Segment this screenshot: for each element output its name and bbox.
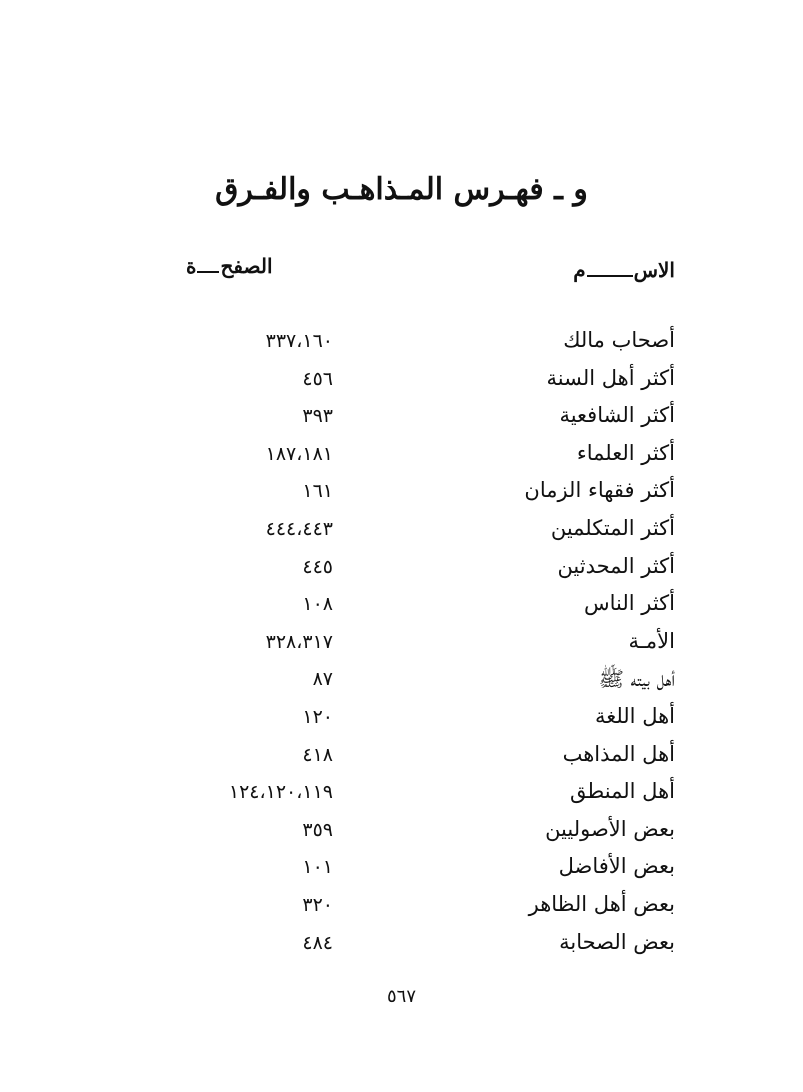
index-entry xyxy=(0,817,803,855)
index-entry xyxy=(0,516,803,554)
entry-name: أصحاب مالك xyxy=(563,328,675,352)
index-entry xyxy=(0,629,803,667)
entry-pages: ٤١٨ xyxy=(302,743,333,766)
column-header-page-start: الصفح xyxy=(220,254,273,278)
entry-name: أهل اللغة xyxy=(594,703,675,728)
index-entry xyxy=(0,591,803,629)
entry-name: أهل بيته ﷺ xyxy=(598,667,675,692)
index-entry xyxy=(0,441,803,479)
entry-name: أكثر المتكلمين xyxy=(550,515,675,540)
entry-pages: ٤٤٤،٤٤٣ xyxy=(265,517,333,540)
entry-name: بعض الصحابة xyxy=(559,929,675,954)
column-header-page xyxy=(186,254,273,278)
index-entry xyxy=(0,478,803,516)
kashida-stretch xyxy=(197,271,219,273)
entry-pages: ١٠٨ xyxy=(302,593,333,616)
column-header-name-end: م xyxy=(573,258,586,282)
entry-pages: ٣٩٣ xyxy=(302,405,333,428)
entry-name: بعض الأفاضل xyxy=(558,854,675,879)
entry-name: أكثر الناس xyxy=(583,591,675,616)
index-entry xyxy=(0,854,803,892)
entry-name: بعض أهل الظاهر xyxy=(528,891,675,916)
index-entry xyxy=(0,704,803,742)
entry-name: أكثر فقهاء الزمان xyxy=(524,478,675,503)
entry-name: أكثر العلماء xyxy=(576,440,675,465)
entry-pages: ٣٢٠ xyxy=(302,893,333,916)
entry-pages: ١٠١ xyxy=(302,856,333,879)
entry-pages: ٤٥٦ xyxy=(302,367,333,390)
index-entry xyxy=(0,930,803,968)
index-entries xyxy=(0,328,803,967)
page-title: و ـ فهـرس المـذاهـب والفـرق xyxy=(215,172,588,207)
entry-pages: ٨٧ xyxy=(312,668,333,691)
entry-name: الأمـة xyxy=(628,628,675,653)
entry-pages: ١٢٠ xyxy=(302,705,333,728)
column-header-name xyxy=(573,258,675,282)
index-entry xyxy=(0,403,803,441)
index-entry xyxy=(0,742,803,780)
index-entry xyxy=(0,366,803,404)
entry-name: أكثر الشافعية xyxy=(559,403,675,428)
index-entry xyxy=(0,554,803,592)
entry-pages: ١٢٤،١٢٠،١١٩ xyxy=(228,781,333,804)
entry-pages: ١٦١ xyxy=(302,480,333,503)
entry-pages: ٣٥٩ xyxy=(302,818,333,841)
entry-name: أهل المذاهب xyxy=(562,741,675,766)
entry-pages: ٤٨٤ xyxy=(302,931,333,954)
entry-pages: ٣٢٨،٣١٧ xyxy=(265,630,333,653)
entry-pages: ٤٤٥ xyxy=(302,555,333,578)
page-number: ٥٦٧ xyxy=(386,986,416,1007)
kashida-stretch xyxy=(587,275,633,277)
entry-name: أكثر المحدثين xyxy=(557,553,675,578)
entry-pages: ١٨٧،١٨١ xyxy=(265,442,333,465)
column-header-page-end: ة xyxy=(186,254,197,278)
entry-name: أكثر أهل السنة xyxy=(546,365,675,390)
index-entry xyxy=(0,892,803,930)
index-entry xyxy=(0,779,803,817)
entry-name: أهل المنطق xyxy=(570,779,675,804)
index-entry xyxy=(0,666,803,704)
entry-pages: ٣٣٧،١٦٠ xyxy=(265,330,333,352)
index-entry xyxy=(0,328,803,366)
column-header-name-start: الاس xyxy=(633,258,675,282)
entry-name: بعض الأصوليين xyxy=(545,816,675,841)
